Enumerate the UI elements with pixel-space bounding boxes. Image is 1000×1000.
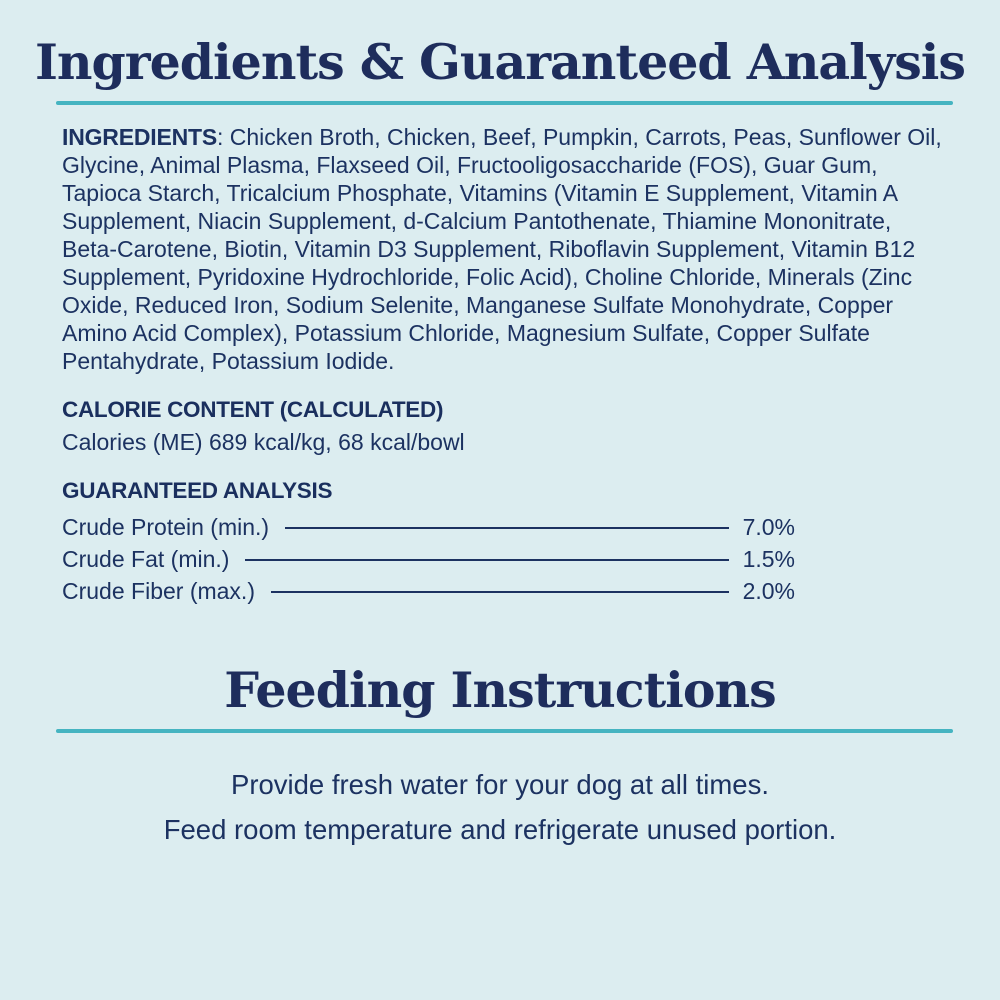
feeding-divider-rule	[56, 729, 953, 733]
guaranteed-analysis-heading: GUARANTEED ANALYSIS	[62, 477, 333, 503]
leader-line	[245, 559, 728, 561]
feeding-instruction-line-1: Provide fresh water for your dog at all times.	[230, 768, 769, 800]
analysis-row-value: 1.5%	[742, 546, 795, 573]
guaranteed-analysis-table	[62, 512, 795, 608]
calorie-content-heading: CALORIE CONTENT (CALCULATED)	[62, 396, 444, 422]
table-row	[62, 512, 795, 544]
feeding-instruction-line-2: Feed room temperature and refrigerate unused portion.	[163, 813, 837, 845]
analysis-row-value: 7.0%	[742, 514, 795, 541]
calorie-content-value: Calories (ME) 689 kcal/kg, 68 kcal/bowl	[62, 428, 465, 455]
ingredients-paragraph	[62, 123, 948, 375]
ingredients-analysis-title: Ingredients & Guaranteed Analysis	[34, 33, 966, 91]
table-row	[62, 544, 795, 576]
leader-line	[271, 591, 729, 593]
leader-line	[285, 527, 728, 529]
table-row	[62, 576, 795, 608]
analysis-row-value: 2.0%	[742, 578, 795, 605]
analysis-row-label: Crude Fiber (max.)	[62, 578, 255, 605]
title-divider-rule	[56, 101, 953, 105]
feeding-instructions-title: Feeding Instructions	[224, 660, 776, 719]
analysis-row-label: Crude Protein (min.)	[62, 514, 270, 541]
ingredients-list-text: : Chicken Broth, Chicken, Beef, Pumpkin, Carrots, Peas, Sunflower Oil, Glycine, Animal Plasma, Flaxseed Oil, Fructooligosaccharide (FOS), Guar Gum, Tapioca Starch, Tricalcium Phosphate, Vitamins (Vitamin E Supplement, Vitamin A Supplement, Niacin Supplement, d-Calcium Pantothenate, Thiamine Mononitrate, Beta-Carotene, Biotin, Vitamin D3 Supplement, Riboflavin Supplement, Vitamin B12 Supplement, Pyridoxine Hydrochloride, Folic Acid), Choline Chloride, Minerals (Zinc Oxide, Reduced Iron, Sodium Selenite, Manganese Sulfate Monohydrate, Copper Amino Acid Complex), Potassium Chloride, Magnesium Sulfate, Copper Sulfate Pentahydrate, Potassium Iodide.	[62, 123, 942, 374]
ingredients-label: INGREDIENTS	[62, 123, 217, 150]
analysis-row-label: Crude Fat (min.)	[62, 546, 230, 573]
